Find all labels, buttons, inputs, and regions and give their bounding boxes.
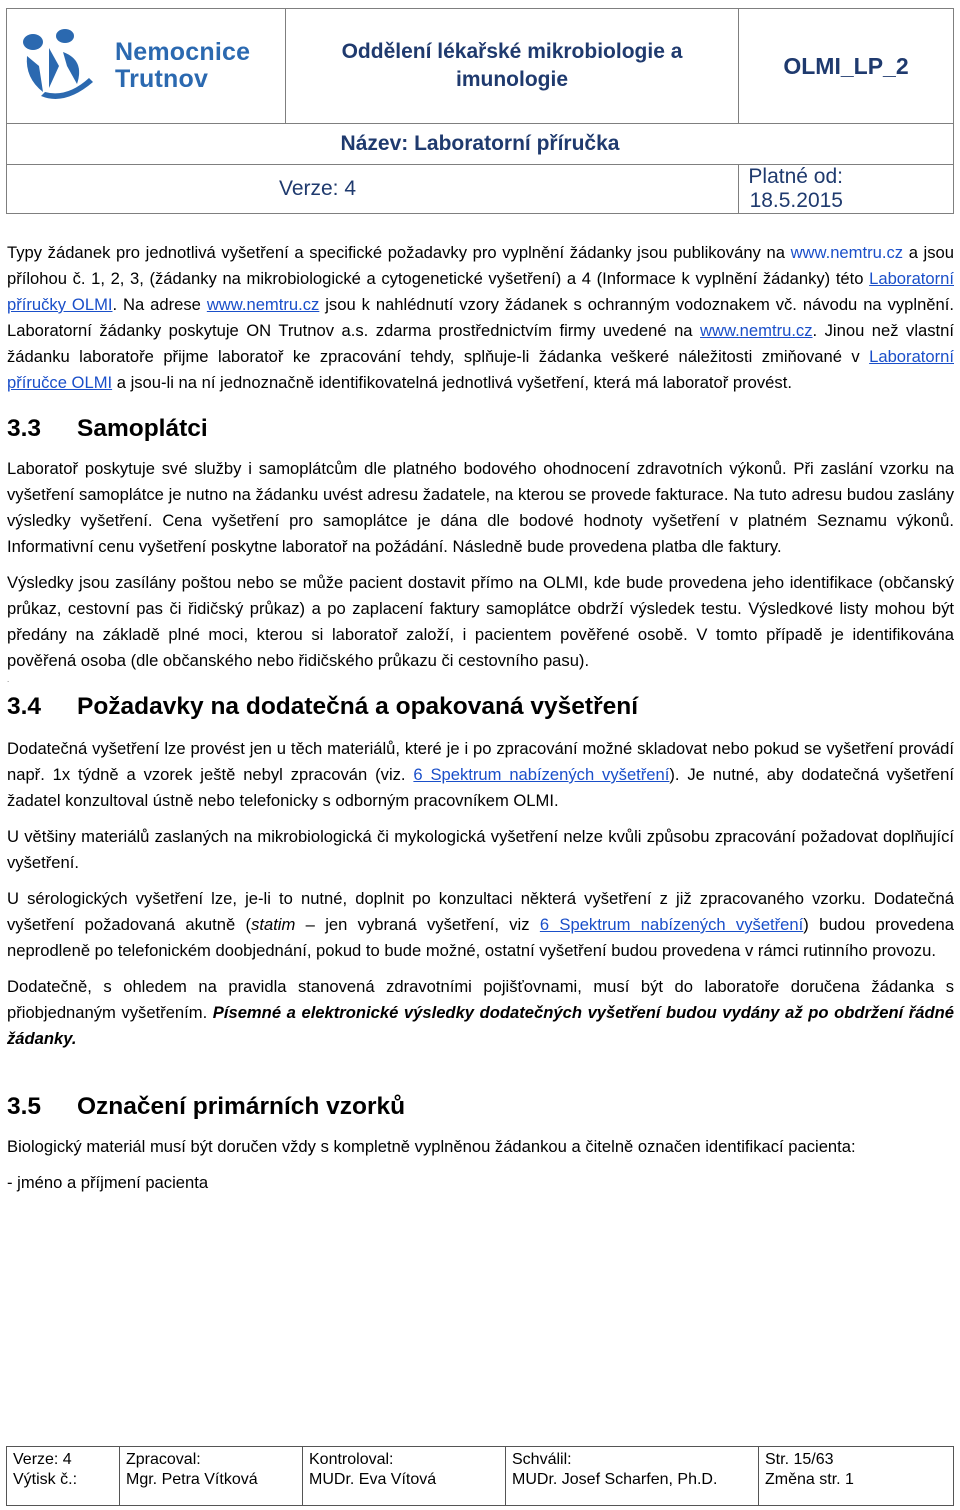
document-footer (6, 1446, 954, 1506)
text: ) budou provedena neprodleně po telefonickém doobjednání, pokud to bude možné, ostatní vyšetření budou provedena v rámci rutinního provozu. (7, 915, 954, 960)
additional-tests-paragraph-1 (7, 736, 954, 814)
text: Dodatečná vyšetření lze provést jen u těch materiálů, které je i po zpracování možné skladovat nebo pokud se vyšetření provádí např. 1x týdně a vzorek ještě nebyl zpracován (viz. (7, 739, 954, 784)
additional-tests-paragraph-3 (7, 886, 954, 964)
footer-copy-number: Výtisk č.: (13, 1471, 78, 1488)
intro-text-5: . Jinou než vlastní žádanku laboratoře přijme laboratoř ke zpracování tehdy, splňuje-li žádanka veškeré náležitosti zmiňované v (7, 321, 955, 366)
lab-manual-link-1[interactable]: Laboratorní příručky OLMI (7, 269, 954, 314)
nemtru-link-3[interactable]: www.nemtru.cz (700, 321, 813, 340)
intro-paragraph (7, 240, 954, 396)
spectrum-link-1[interactable]: 6 Spektrum nabízených vyšetření (413, 765, 670, 784)
hospital-name-line1: Nemocnice (115, 38, 251, 66)
hospital-logo (7, 26, 285, 106)
spectrum-link-2[interactable]: 6 Spektrum nabízených vyšetření (539, 915, 804, 934)
text: U sérologických vyšetření lze, je-li to nutné, doplnit po konzultaci některá vyšetření z již zpracovaného vzorku. Dodatečná vyšetření požadovaná akutně ( (7, 889, 954, 934)
footer-version: Verze: 4 (13, 1451, 72, 1468)
section-heading-3-3 (7, 416, 954, 442)
intro-text-6: a jsou-li na ní jednoznačně identifikovatelná jednotlivá vyšetření, která má laboratoř provést. (112, 373, 792, 392)
intro-text-1: Typy žádanek pro jednotlivá vyšetření a specifické požadavky pro vyplnění žádanky jsou publikovány na (7, 243, 791, 262)
nemtru-link-2[interactable]: www.nemtru.cz (206, 295, 320, 314)
nemtru-link-1[interactable]: www.nemtru.cz (790, 243, 904, 262)
text: Dodatečně, s ohledem na pravidla stanovená zdravotními pojišťovnami, musí být do laboratoře doručena žádanka s přiobjednaným vyšetřením. (7, 977, 954, 1022)
labeling-list-item: - jméno a příjmení pacienta (7, 1173, 209, 1192)
logo-cell (7, 9, 286, 124)
labeling-paragraph: Biologický materiál musí být doručen vždy s kompletně vyplněnou žádankou a čitelně označen identifikací pacienta: (7, 1137, 856, 1156)
section-number: 3.4 (7, 693, 42, 720)
stray-dot: . (7, 675, 10, 684)
footer-prepared-label: Zpracoval: (126, 1451, 201, 1468)
section-title: Samoplátci (77, 415, 208, 442)
footer-checked-name: MUDr. Eva Vítová (309, 1471, 437, 1488)
footer-checked-cell (303, 1447, 506, 1506)
document-code: OLMI_LP_2 (739, 9, 954, 124)
self-payers-paragraph-1: Laboratoř poskytuje své služby i samoplátcům dle platného bodového ohodnocení zdravotních výkonů. Při zaslání vzorku na vyšetření samoplátce je nutno na žádanku uvést adresu žadatele, na kterou se provede fakturace. Na tuto adresu budou zaslány výsledky vyšetření. Cena vyšetření pro samoplátce je dána dle bodové hodnoty vyšetření v platném Seznamu výkonů. Informativní cenu vyšetření poskytne laboratoř na požádání. Následně bude provedena platba dle faktury. (7, 459, 954, 556)
document-title: Název: Laboratorní příručka (7, 124, 954, 165)
section-title: Označení primárních vzorků (77, 1093, 406, 1120)
document-header (6, 8, 954, 214)
department-line2: imunologie (456, 68, 568, 91)
department-line1: Oddělení lékařské mikrobiologie a (341, 40, 683, 63)
intro-text-3: . Na adrese (112, 295, 207, 314)
footer-approved-name: MUDr. Josef Scharfen, Ph.D. (512, 1471, 718, 1488)
document-body (7, 240, 954, 1196)
section-title: Požadavky na dodatečná a opakovaná vyšetření (77, 693, 639, 720)
hospital-name-line2: Trutnov (115, 65, 209, 93)
text: – jen vybraná vyšetření, viz (295, 915, 540, 934)
hospital-name (115, 39, 250, 93)
self-payers-paragraph-2: Výsledky jsou zasílány poštou nebo se může pacient dostavit přímo na OLMI, kde bude provedena jeho identifikace (občanský průkaz, cestovní pas či řidičský průkaz) a po zaplacení faktury samoplátce obdrží výsledek testu. Výsledkové listy mohou být předány na základě plné moci, kterou si laboratoř založí, i pacientem pověřené osobě. V tomto případě je identifikována pověřená osoba (dle občanského nebo řidičského průkazu či cestovního pasu). (7, 573, 954, 670)
lab-manual-link-2[interactable]: Laboratorní příručce OLMI (7, 347, 954, 392)
additional-tests-paragraph-4 (7, 974, 954, 1052)
additional-tests-paragraph-2: U většiny materiálů zaslaných na mikrobiologická či mykologická vyšetření nelze kvůli způsobu zpracování požadovat doplňující vyšetření. (7, 827, 954, 872)
footer-approved-cell (506, 1447, 759, 1506)
department-name (286, 9, 739, 124)
section-heading-3-5 (7, 1094, 954, 1120)
footer-checked-label: Kontroloval: (309, 1451, 394, 1468)
version-label: Verze: 4 (7, 165, 739, 214)
footer-prepared-name: Mgr. Petra Vítková (126, 1471, 258, 1488)
section-heading-3-4 (7, 694, 954, 720)
footer-page-number: Str. 15/63 (765, 1451, 834, 1468)
footer-change-page: Změna str. 1 (765, 1471, 854, 1488)
footer-page-cell (759, 1447, 954, 1506)
statim-term: statim (251, 915, 296, 934)
section-number: 3.5 (7, 1093, 42, 1120)
text: ). Je nutné, aby dodatečná vyšetření žadatel konzultoval ústně nebo telefonicky s odborným pracovníkem OLMI. (7, 765, 955, 810)
footer-prepared-cell (120, 1447, 303, 1506)
footer-approved-label: Schválil: (512, 1451, 572, 1468)
emphasized-note: Písemné a elektronické výsledky dodatečných vyšetření budou vydány až po obdržení řádné žádanky. (7, 1003, 954, 1048)
intro-text-4: jsou k nahlédnutí vzory žádanek s ochranným vodoznakem vč. návodu na vyplnění. Laboratorní žádanky poskytuje ON Trutnov a.s. zdarma prostřednictvím firmy uvedené na (7, 295, 954, 340)
footer-version-cell (7, 1447, 120, 1506)
hospital-logo-icon (19, 26, 105, 106)
valid-from-label: Platné od: 18.5.2015 (739, 165, 954, 214)
section-number: 3.3 (7, 415, 42, 442)
intro-text-2: a jsou přílohou č. 1, 2, 3, (žádanky na mikrobiologické a cytogenetické vyšetření) a 4 (Informace k vyplnění žádanky) této (7, 243, 954, 288)
